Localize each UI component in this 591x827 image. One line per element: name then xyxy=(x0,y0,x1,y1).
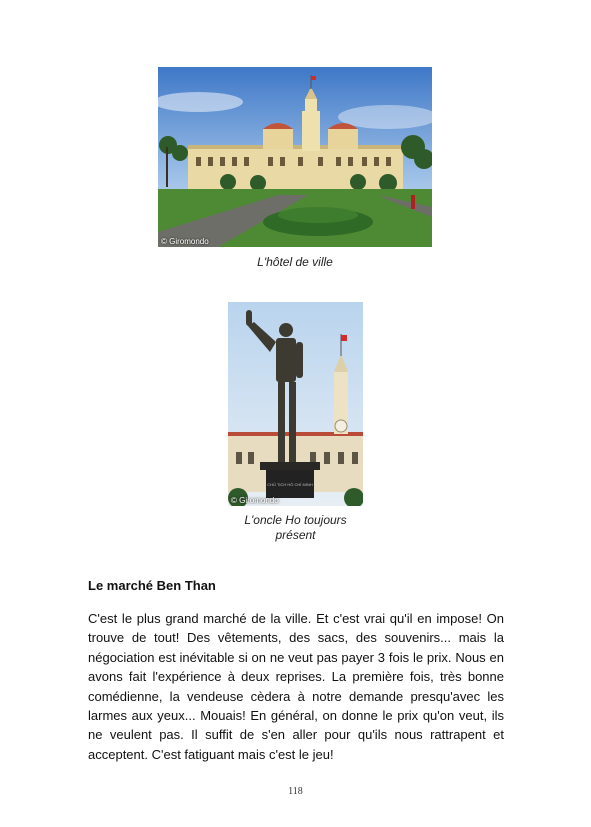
figure-caption xyxy=(215,513,376,543)
statue-plaque: CHỦ TỊCH HỒ CHÍ MINH xyxy=(267,482,313,487)
page-number: 118 xyxy=(288,786,303,797)
statue-image xyxy=(228,302,363,506)
caption-line: L'oncle Ho toujours xyxy=(244,513,347,527)
hotel-de-ville-image xyxy=(158,67,432,247)
photo-watermark: © Giromondo xyxy=(161,237,209,246)
figure-caption: L'hôtel de ville xyxy=(257,255,333,269)
hotel-de-ville-photo xyxy=(158,67,432,247)
caption-line: présent xyxy=(275,528,316,542)
ho-chi-minh-statue-photo xyxy=(228,302,363,506)
section-title: Le marché Ben Than xyxy=(88,578,216,593)
section-paragraph: C'est le plus grand marché de la ville. Et c'est vrai qu'il en impose! On trouve de tout! Des vêtements, des sacs, des souvenirs... mais la négociation est inévitable si on ne veut pas payer 3 fois le prix. Nous en avons fait l'expérience à deux reprises. La première fois, très bonne comédienne, la vendeuse cèdera à notre demande presqu'avec les larmes aux yeux... Mouais! En général, on donne le prix qu'on veut, ils ne veulent pas. Il suffit de s'en aller pour qu'ils nous rattrapent et acceptent. C'est fatiguant mais c'est le jeu! xyxy=(88,611,504,762)
photo-watermark: © Giromondo xyxy=(231,496,279,505)
